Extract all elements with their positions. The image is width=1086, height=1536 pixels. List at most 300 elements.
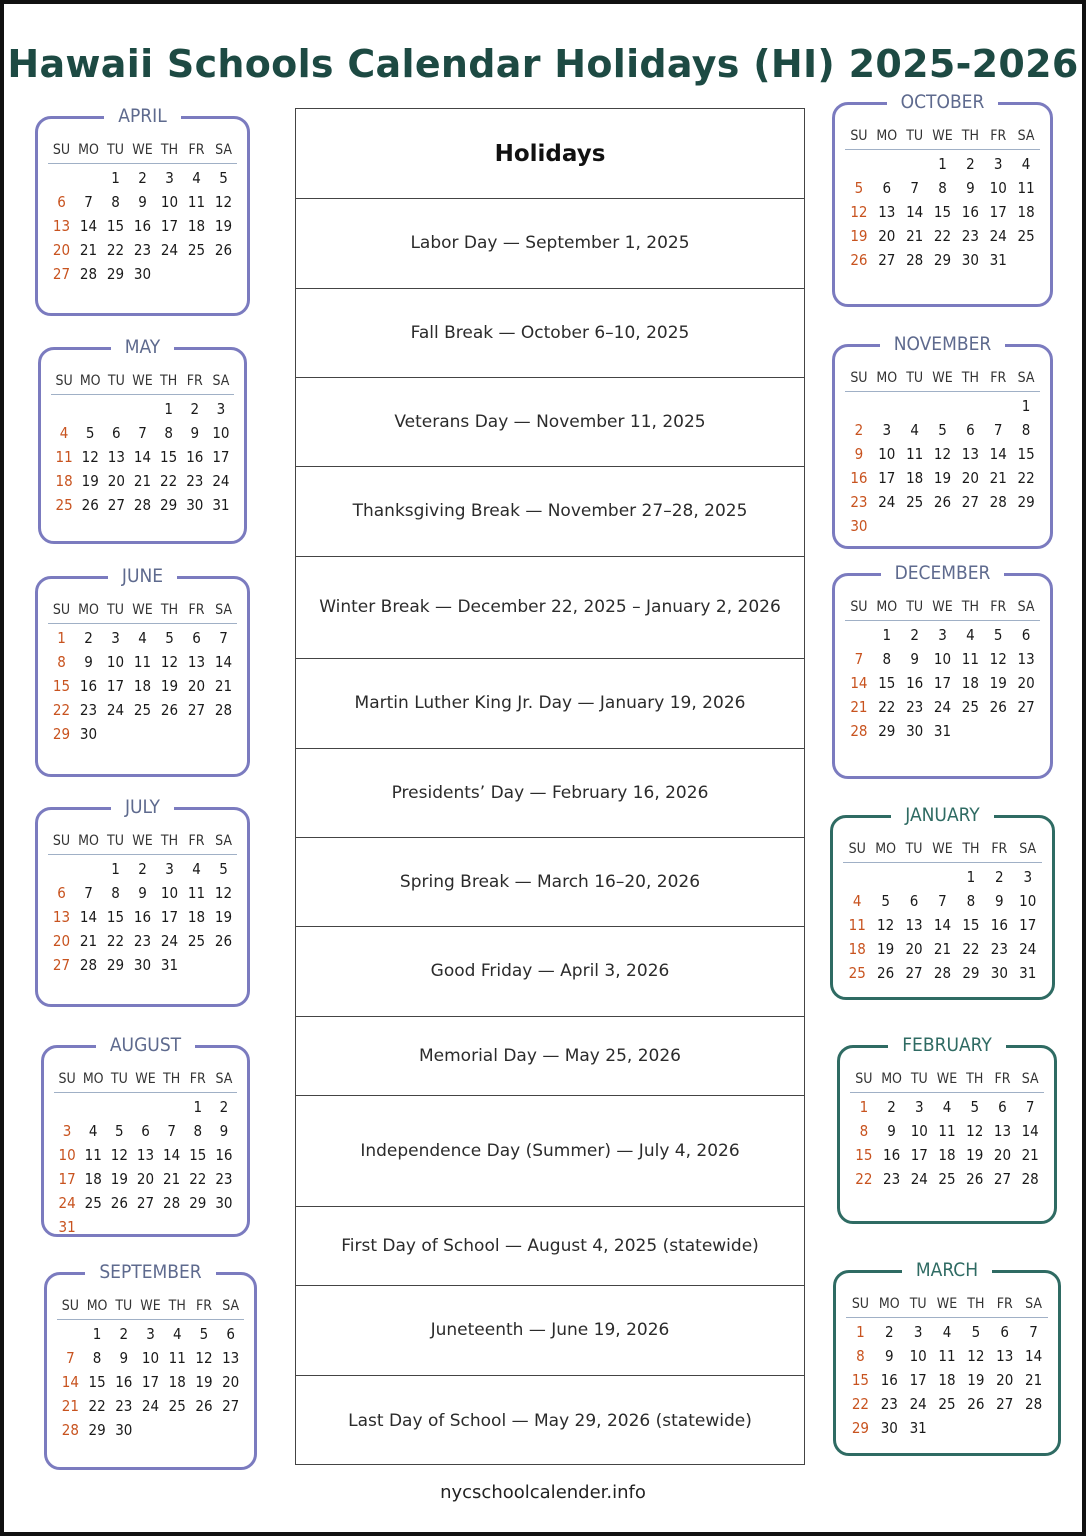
day-cell: 24 <box>910 1170 928 1188</box>
weekday-label: MO <box>875 841 897 857</box>
weekday-header <box>48 137 237 164</box>
weekday-label: SA <box>1019 841 1037 857</box>
empty-day-cell <box>183 953 210 977</box>
day-cell: 26 <box>966 1170 984 1188</box>
weekday-label: MO <box>78 142 99 158</box>
weekday-label: WE <box>932 599 953 615</box>
weekday-label: WE <box>932 841 953 857</box>
day-cell: 6 <box>226 1325 235 1343</box>
day-cell: 18 <box>848 940 866 958</box>
day-cell: 18 <box>906 469 924 487</box>
day-grid <box>48 828 237 977</box>
weekday-label: TH <box>967 1296 985 1312</box>
holiday-text: Labor Day — September 1, 2025 <box>410 233 690 253</box>
day-cell: 25 <box>938 1395 956 1413</box>
holiday-text: Memorial Day — May 25, 2026 <box>419 1045 681 1066</box>
day-cell: 14 <box>989 445 1007 463</box>
day-cell: 15 <box>933 203 952 221</box>
empty-day-cell <box>185 1215 211 1239</box>
day-cell: 3 <box>938 626 947 644</box>
day-cell: 4 <box>192 860 201 878</box>
weekday-label: TU <box>107 602 124 618</box>
day-cell: 23 <box>880 1395 898 1413</box>
day-cell: 15 <box>52 677 71 695</box>
day-cell: 9 <box>995 892 1004 910</box>
month-name-text: JANUARY <box>891 804 993 826</box>
day-cell: 17 <box>1019 916 1037 934</box>
day-cell: 9 <box>887 1122 896 1140</box>
day-cell: 18 <box>187 908 206 926</box>
day-cell: 4 <box>910 421 919 439</box>
day-cell: 12 <box>81 448 99 466</box>
day-cell: 21 <box>1025 1371 1043 1389</box>
calendar-september <box>44 1261 257 1470</box>
holiday-text: First Day of School — August 4, 2025 (statewide) <box>341 1235 759 1256</box>
holiday-text: Juneteenth — June 19, 2026 <box>430 1320 670 1340</box>
week-row <box>845 671 1040 695</box>
day-cell: 2 <box>995 868 1004 886</box>
weekday-label: WE <box>132 373 153 389</box>
day-cell: 27 <box>52 956 71 974</box>
day-cell: 20 <box>993 1146 1012 1164</box>
day-cell: 11 <box>55 448 73 466</box>
day-cell: 14 <box>79 908 98 926</box>
empty-day-cell <box>80 1215 106 1239</box>
month-name-text: MAY <box>111 336 174 358</box>
weekday-label: WE <box>140 1298 161 1314</box>
day-cell: 16 <box>882 1146 901 1164</box>
day-cell: 28 <box>61 1421 79 1439</box>
day-cell: 16 <box>880 1371 898 1389</box>
weekday-label: WE <box>135 1071 156 1087</box>
day-cell: 24 <box>989 227 1007 245</box>
empty-day-cell <box>933 1416 962 1440</box>
week-row <box>843 889 1042 913</box>
day-cell: 4 <box>1021 155 1031 173</box>
week-row <box>845 490 1040 514</box>
day-cell: 10 <box>933 650 952 668</box>
month-name <box>38 564 247 588</box>
day-cell: 15 <box>878 674 896 692</box>
day-cell: 31 <box>989 251 1007 269</box>
weekday-header <box>51 368 234 395</box>
holiday-text: Thanksgiving Break — November 27–28, 2025 <box>352 501 748 521</box>
day-cell: 12 <box>160 653 179 671</box>
weekday-label: SA <box>1017 370 1035 386</box>
weekday-label: FR <box>996 1296 1013 1312</box>
week-row <box>48 674 237 698</box>
weekday-label: FR <box>195 1298 212 1314</box>
weekday-label: SU <box>52 602 71 618</box>
day-cell: 8 <box>111 884 120 902</box>
day-cell: 20 <box>961 469 979 487</box>
day-cell: 6 <box>57 193 66 211</box>
weekday-label: SA <box>215 142 232 158</box>
day-cell: 4 <box>138 629 147 647</box>
week-row <box>48 166 237 190</box>
day-cell: 9 <box>910 650 919 668</box>
day-cell: 7 <box>84 884 93 902</box>
weekday-label: MO <box>876 599 898 615</box>
day-cell: 10 <box>160 193 179 211</box>
day-cell: 5 <box>938 421 947 439</box>
day-cell: 15 <box>106 908 125 926</box>
day-cell: 10 <box>212 424 230 442</box>
empty-day-cell <box>54 1095 80 1119</box>
day-cell: 29 <box>878 722 896 740</box>
day-cell: 12 <box>933 445 952 463</box>
day-cell: 9 <box>854 445 864 463</box>
week-row <box>845 176 1040 200</box>
weekday-label: SU <box>848 841 866 857</box>
month-name-text: FEBRUARY <box>888 1034 1006 1056</box>
week-row <box>843 937 1042 961</box>
day-cell: 19 <box>160 677 179 695</box>
day-cell: 29 <box>106 265 125 283</box>
weekday-label: TU <box>906 599 924 615</box>
day-cell: 13 <box>222 1349 240 1367</box>
week-row <box>48 857 237 881</box>
holiday-row <box>296 378 804 467</box>
day-cell: 6 <box>909 892 919 910</box>
day-cell: 15 <box>851 1371 870 1389</box>
day-cell: 11 <box>848 916 866 934</box>
day-cell: 14 <box>850 674 868 692</box>
day-cell: 26 <box>933 493 952 511</box>
day-cell: 21 <box>850 698 868 716</box>
calendar-april <box>35 105 250 316</box>
day-cell: 25 <box>133 701 152 719</box>
day-cell: 22 <box>933 227 952 245</box>
day-cell: 28 <box>1021 1170 1039 1188</box>
week-row <box>57 1370 244 1394</box>
day-cell: 27 <box>52 265 71 283</box>
day-cell: 16 <box>906 674 924 692</box>
day-cell: 6 <box>141 1122 150 1140</box>
weekday-label: SU <box>61 1298 79 1314</box>
week-row <box>54 1143 237 1167</box>
day-cell: 27 <box>993 1170 1012 1188</box>
day-cell: 15 <box>962 916 980 934</box>
day-cell: 21 <box>1021 1146 1039 1164</box>
day-cell: 15 <box>88 1373 106 1391</box>
empty-day-cell <box>984 514 1012 538</box>
day-cell: 8 <box>856 1347 865 1365</box>
week-row <box>48 929 237 953</box>
weekday-label: WE <box>936 1296 958 1312</box>
day-cell: 12 <box>195 1349 213 1367</box>
day-cell: 16 <box>961 203 979 221</box>
day-cell: 30 <box>115 1421 133 1439</box>
day-cell: 20 <box>52 932 71 950</box>
month-name-text: SEPTEMBER <box>85 1261 215 1283</box>
holiday-text: Good Friday — April 3, 2026 <box>430 961 670 981</box>
holiday-text: Last Day of School — May 29, 2026 (statewide) <box>348 1410 752 1431</box>
day-cell: 22 <box>878 698 896 716</box>
day-cell: 5 <box>115 1122 124 1140</box>
month-name <box>836 1258 1058 1282</box>
empty-day-cell <box>80 1095 106 1119</box>
weekday-header <box>48 597 237 624</box>
weekday-label: TH <box>160 373 178 389</box>
day-cell: 15 <box>1017 445 1035 463</box>
weekday-label: TU <box>107 142 124 158</box>
weekday-header <box>57 1293 244 1320</box>
day-cell: 1 <box>111 169 120 187</box>
week-row <box>54 1191 237 1215</box>
weekday-header <box>846 1291 1048 1318</box>
day-cell: 29 <box>933 251 952 269</box>
day-cell: 3 <box>216 400 226 418</box>
day-cell: 25 <box>187 241 206 259</box>
weekday-header <box>48 828 237 855</box>
day-cell: 19 <box>195 1373 213 1391</box>
week-row <box>850 1167 1044 1191</box>
day-cell: 25 <box>848 964 866 982</box>
day-cell: 14 <box>906 203 924 221</box>
month-name <box>44 1033 247 1057</box>
day-cell: 14 <box>163 1146 181 1164</box>
weekday-header <box>845 123 1040 150</box>
day-grid <box>843 836 1042 985</box>
day-cell: 13 <box>52 908 71 926</box>
day-cell: 15 <box>855 1146 873 1164</box>
day-cell: 23 <box>990 940 1008 958</box>
day-cell: 17 <box>910 1146 928 1164</box>
day-cell: 27 <box>136 1194 155 1212</box>
week-row <box>48 722 237 746</box>
day-cell: 17 <box>878 469 896 487</box>
day-cell: 4 <box>172 1325 182 1343</box>
day-cell: 16 <box>133 908 152 926</box>
day-cell: 13 <box>52 217 71 235</box>
day-cell: 22 <box>88 1397 106 1415</box>
day-cell: 19 <box>214 908 233 926</box>
day-cell: 23 <box>850 493 868 511</box>
month-name <box>835 90 1050 114</box>
day-cell: 13 <box>961 445 979 463</box>
day-cell: 11 <box>168 1349 186 1367</box>
day-cell: 2 <box>887 1098 896 1116</box>
empty-day-cell <box>159 1095 185 1119</box>
day-cell: 11 <box>187 193 206 211</box>
day-cell: 19 <box>989 674 1007 692</box>
day-cell: 6 <box>882 179 892 197</box>
day-cell: 30 <box>133 956 152 974</box>
day-cell: 18 <box>168 1373 186 1391</box>
day-cell: 28 <box>989 493 1007 511</box>
day-cell: 22 <box>1017 469 1035 487</box>
day-cell: 20 <box>187 677 206 695</box>
day-cell: 31 <box>58 1218 76 1236</box>
empty-day-cell <box>929 514 957 538</box>
week-row <box>51 421 234 445</box>
weekday-label: FR <box>189 1071 206 1087</box>
page-title: Hawaii Schools Calendar Holidays (HI) 2025-2026 <box>7 42 1079 86</box>
day-cell: 31 <box>1019 964 1037 982</box>
day-cell: 8 <box>859 1122 869 1140</box>
empty-day-cell <box>132 1215 158 1239</box>
month-name <box>47 1260 254 1284</box>
day-cell: 16 <box>115 1373 133 1391</box>
day-cell: 20 <box>996 1371 1014 1389</box>
empty-day-cell <box>873 394 901 418</box>
day-cell: 7 <box>993 421 1003 439</box>
day-cell: 7 <box>84 193 93 211</box>
day-cell: 8 <box>164 424 173 442</box>
week-row <box>845 418 1040 442</box>
empty-day-cell <box>57 1322 84 1346</box>
empty-day-cell <box>129 722 156 746</box>
weekday-header <box>845 594 1040 621</box>
day-cell: 13 <box>996 1347 1014 1365</box>
holiday-row <box>296 838 804 927</box>
day-cell: 25 <box>961 698 979 716</box>
weekday-label: SA <box>215 833 232 849</box>
day-cell: 30 <box>990 964 1008 982</box>
empty-day-cell <box>1012 719 1040 743</box>
day-cell: 30 <box>906 722 924 740</box>
day-cell: 19 <box>110 1170 128 1188</box>
empty-day-cell <box>156 262 183 286</box>
day-cell: 7 <box>138 424 147 442</box>
weekday-label: SU <box>55 373 73 389</box>
empty-day-cell <box>961 1416 990 1440</box>
weekday-label: TH <box>961 128 979 144</box>
day-cell: 25 <box>55 496 73 514</box>
empty-day-cell <box>956 719 984 743</box>
day-cell: 10 <box>878 445 896 463</box>
day-cell: 24 <box>58 1194 76 1212</box>
empty-day-cell <box>137 1418 164 1442</box>
day-cell: 11 <box>1017 179 1035 197</box>
empty-day-cell <box>1019 1416 1048 1440</box>
weekday-label: TH <box>160 833 179 849</box>
week-row <box>48 698 237 722</box>
holiday-row <box>296 467 804 557</box>
day-cell: 5 <box>854 179 864 197</box>
day-cell: 1 <box>57 629 66 647</box>
empty-day-cell <box>75 166 102 190</box>
day-cell: 3 <box>913 1323 923 1341</box>
day-cell: 28 <box>133 496 152 514</box>
week-row <box>57 1346 244 1370</box>
holiday-text: Martin Luther King Jr. Day — January 19, 2026 <box>354 693 746 713</box>
day-cell: 8 <box>1021 421 1031 439</box>
empty-day-cell <box>48 166 75 190</box>
day-cell: 11 <box>133 653 152 671</box>
day-cell: 15 <box>106 217 125 235</box>
month-name <box>835 332 1050 356</box>
day-cell: 29 <box>189 1194 207 1212</box>
week-row <box>51 397 234 421</box>
day-cell: 4 <box>59 424 69 442</box>
weekday-label: WE <box>932 128 953 144</box>
empty-day-cell <box>901 514 929 538</box>
weekday-label: MO <box>82 1071 104 1087</box>
day-cell: 10 <box>106 653 125 671</box>
day-cell: 12 <box>110 1146 128 1164</box>
month-name <box>840 1033 1054 1057</box>
day-cell: 18 <box>133 677 152 695</box>
day-cell: 2 <box>219 1098 229 1116</box>
calendar-may <box>38 336 247 544</box>
day-cell: 10 <box>160 884 179 902</box>
empty-day-cell <box>159 1215 185 1239</box>
day-cell: 2 <box>84 629 93 647</box>
day-cell: 7 <box>910 179 919 197</box>
weekday-label: FR <box>188 833 205 849</box>
day-cell: 2 <box>119 1325 129 1343</box>
weekday-label: TU <box>107 373 125 389</box>
day-cell: 24 <box>1019 940 1037 958</box>
day-grid <box>51 368 234 517</box>
day-cell: 30 <box>186 496 204 514</box>
day-cell: 5 <box>219 169 228 187</box>
weekday-label: WE <box>132 142 153 158</box>
day-cell: 16 <box>186 448 204 466</box>
day-cell: 30 <box>850 517 868 535</box>
day-cell: 20 <box>905 940 923 958</box>
day-cell: 7 <box>938 892 947 910</box>
weekday-label: SU <box>850 370 868 386</box>
day-cell: 8 <box>57 653 66 671</box>
day-cell: 24 <box>160 932 179 950</box>
empty-day-cell <box>984 719 1012 743</box>
empty-day-cell <box>873 152 901 176</box>
day-cell: 18 <box>938 1371 956 1389</box>
day-cell: 21 <box>989 469 1007 487</box>
empty-day-cell <box>873 514 901 538</box>
footer-website: nycschoolcalender.info <box>440 1482 646 1503</box>
day-cell: 27 <box>878 251 896 269</box>
holidays-table-header: Holidays <box>296 109 804 199</box>
day-cell: 22 <box>189 1170 207 1188</box>
weekday-label: MO <box>878 1296 900 1312</box>
day-cell: 12 <box>214 884 233 902</box>
day-cell: 30 <box>880 1419 898 1437</box>
day-cell: 28 <box>214 701 233 719</box>
day-cell: 7 <box>854 650 864 668</box>
day-cell: 26 <box>160 701 179 719</box>
day-cell: 13 <box>905 916 923 934</box>
day-cell: 1 <box>1021 397 1031 415</box>
day-cell: 4 <box>192 169 201 187</box>
weekday-label: TU <box>906 128 924 144</box>
day-cell: 1 <box>164 400 173 418</box>
day-cell: 4 <box>852 892 862 910</box>
weekday-label: FR <box>188 602 205 618</box>
weekday-label: FR <box>186 373 203 389</box>
week-row <box>845 224 1040 248</box>
day-cell: 3 <box>165 860 174 878</box>
day-grid <box>845 594 1040 743</box>
day-cell: 24 <box>212 472 230 490</box>
day-cell: 4 <box>942 1323 952 1341</box>
week-row <box>54 1215 237 1239</box>
empty-day-cell <box>183 722 210 746</box>
week-row <box>48 626 237 650</box>
day-cell: 17 <box>160 217 179 235</box>
empty-day-cell <box>106 1215 132 1239</box>
day-cell: 12 <box>214 193 233 211</box>
day-cell: 8 <box>111 193 120 211</box>
day-cell: 21 <box>214 677 233 695</box>
holiday-text: Winter Break — December 22, 2025 – January 2, 2026 <box>319 597 781 617</box>
week-row <box>48 262 237 286</box>
day-cell: 27 <box>961 493 979 511</box>
day-cell: 5 <box>85 424 95 442</box>
